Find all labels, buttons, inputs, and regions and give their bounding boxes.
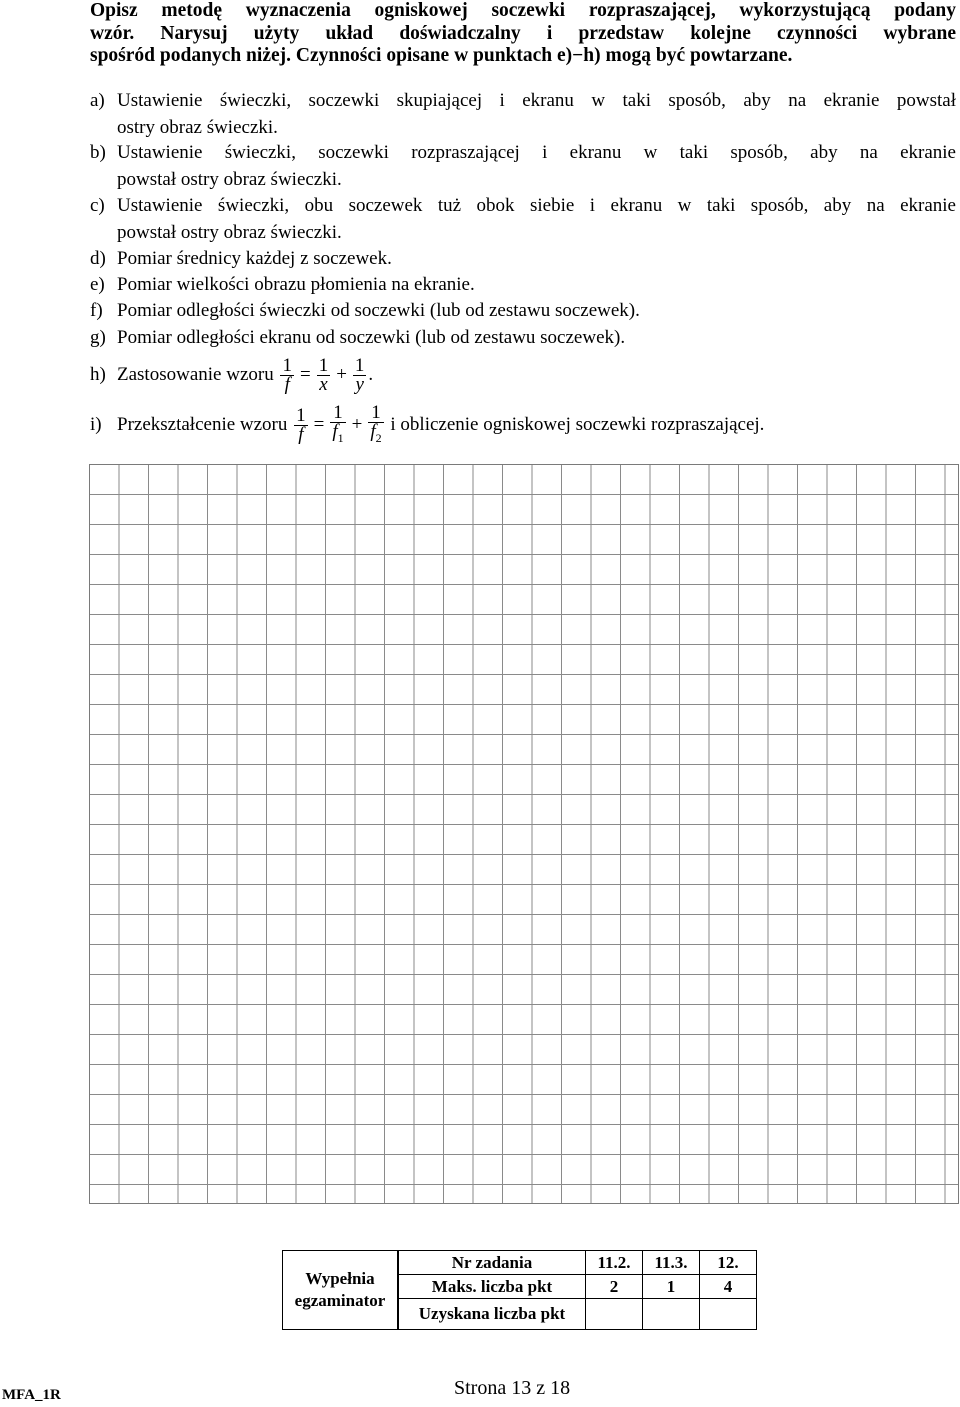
list-item-e (90, 272, 956, 299)
row-header: Nr zadania (399, 1251, 586, 1275)
table-cell: 11.3. (643, 1251, 700, 1275)
score-input-cell[interactable] (586, 1299, 643, 1330)
fraction: $\frac{1}{f}$ (296, 405, 306, 446)
list-item-b (90, 140, 956, 193)
list-item-a (90, 88, 956, 141)
item-label: e) (90, 274, 105, 295)
row-header: Uzyskana liczba pkt (399, 1299, 586, 1330)
row-header: Maks. liczba pkt (399, 1275, 586, 1299)
item-label: a) (90, 90, 105, 111)
item-text: Ustawienie świeczki, soczewki rozpraszającej i ekranu w taki sposób, aby na ekranie (117, 142, 956, 163)
list-item-c (90, 193, 956, 246)
examiner-label: Wypełnia egzaminator (283, 1251, 398, 1330)
score-table (282, 1250, 757, 1330)
item-text: Pomiar odległości ekranu od soczewki (lub od zestawu soczewek). (117, 327, 626, 348)
table-cell: 11.2. (586, 1251, 643, 1275)
item-text: Ustawienie świeczki, soczewki skupiającej i ekranu w taki sposób, aby na ekranie powstał (117, 90, 956, 111)
item-text: Pomiar wielkości obrazu płomienia na ekranie. (117, 274, 475, 295)
score-input-cell[interactable] (643, 1299, 700, 1330)
item-text: ostry obraz świeczki. (117, 116, 278, 138)
page-number: Strona 13 z 18 (454, 1377, 571, 1399)
task-line-2: wzór. Narysuj użyty układ doświadczalny i przedstaw kolejne czynności wybrane (90, 22, 956, 44)
item-text: Przekształcenie wzoru (117, 414, 288, 435)
item-label: i) (90, 414, 102, 435)
item-text: Ustawienie świeczki, obu soczewek tuż obok siebie i ekranu w taki sposób, aby na ekranie (117, 195, 956, 216)
exam-code: MFA_1R (2, 1387, 61, 1403)
list-item-i (90, 400, 956, 450)
item-label: f) (90, 300, 103, 321)
task-line-3: spośród podanych niżej. Czynności opisane w punktach e)−h) mogą być powtarzane. (90, 45, 793, 66)
list-item-d (90, 246, 956, 273)
item-label: g) (90, 327, 106, 348)
item-label: c) (90, 195, 105, 216)
formula-lens-combination: Przekształcenie wzoru $\frac{1}{f}$ = $\frac{1}{f_1}$ + $\frac{1}{f_2}$ i obliczenie ogniskowej soczewki rozpraszającej. (117, 402, 765, 446)
fraction: $\frac{1}{y}$ (354, 355, 365, 396)
task-line-1: Opisz metodę wyznaczenia ogniskowej soczewki rozpraszającej, wykorzystującą podany (90, 0, 956, 21)
item-text: powstał ostry obraz świeczki. (117, 221, 342, 243)
list-item-g (90, 325, 956, 352)
table-cell: 1 (643, 1275, 700, 1299)
table-cell: 4 (700, 1275, 757, 1299)
item-text: powstał ostry obraz świeczki. (117, 168, 342, 190)
item-text: Zastosowanie wzoru (117, 364, 274, 385)
answer-grid[interactable] (89, 464, 959, 1204)
fraction: $\frac{1}{x}$ (318, 355, 329, 396)
item-label: d) (90, 248, 106, 269)
fraction: $\frac{1}{f_2}$ (370, 402, 382, 446)
item-text: Pomiar odległości świeczki od soczewki (lub od zestawu soczewek). (117, 300, 640, 321)
formula-lens: Zastosowanie wzoru $\frac{1}{f}$ = $\frac{1}{x}$ + $\frac{1}{y}$ . (117, 355, 374, 396)
score-input-cell[interactable] (700, 1299, 757, 1330)
list-item-h (90, 350, 956, 400)
task-instructions (90, 0, 956, 68)
fraction: $\frac{1}{f}$ (282, 355, 292, 396)
table-cell: 12. (700, 1251, 757, 1275)
table-cell: 2 (586, 1275, 643, 1299)
list-item-f (90, 298, 956, 325)
fraction: $\frac{1}{f_1}$ (332, 402, 344, 446)
item-label: b) (90, 142, 106, 163)
item-text: Pomiar średnicy każdej z soczewek. (117, 248, 392, 269)
item-text: i obliczenie ogniskowej soczewki rozpraszającej. (390, 414, 765, 435)
item-label: h) (90, 364, 106, 385)
